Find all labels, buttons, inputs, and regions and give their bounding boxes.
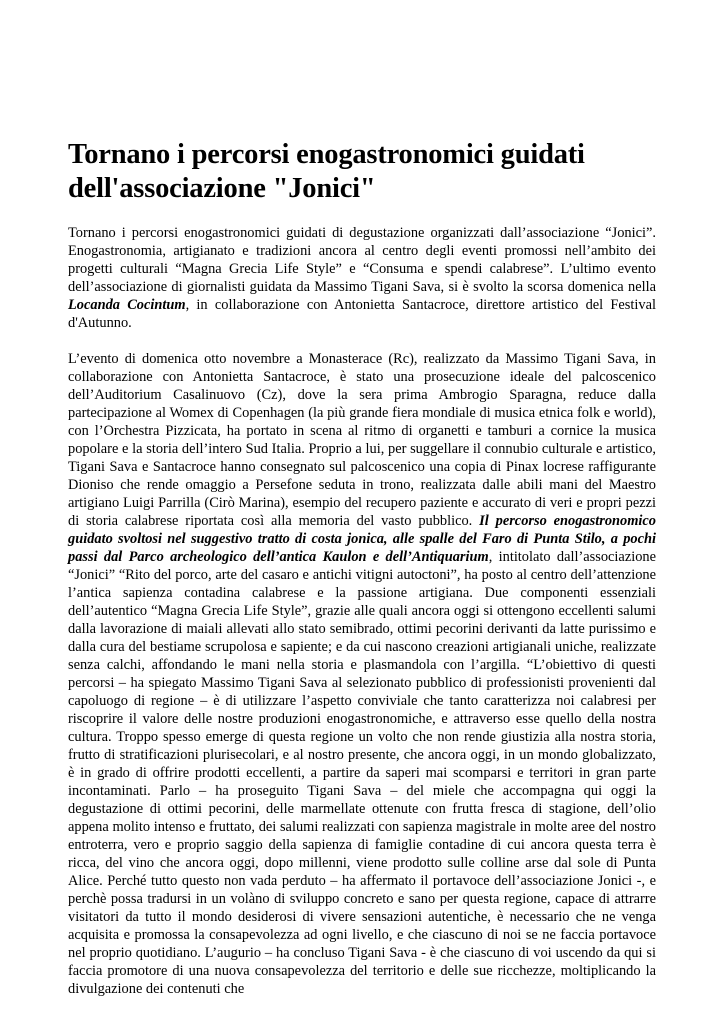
paragraph-body xyxy=(68,350,656,998)
article-title: Tornano i percorsi enogastronomici guidati dell'associazione "Jonici" xyxy=(68,139,585,204)
body-text-start: L’evento di domenica otto novembre a Monasterace (Rc), realizzato da Massimo Tigani Sava, in collaborazione con Antonietta Santacroce, è stato una prosecuzione ideale del palcoscenico dell’Auditorium Casalinuovo (Cz), dove la sera prima Ambrogio Sparagna, reduce dalla partecipazione al Womex di Copenhagen (la più grande fiera mondiale di musica etnica folk e world), con l’Orchestra Pizzicata, ha portato in scena al ritmo di organetti e tamburi a cornice la musica popolare e la storia dell’intero Sud Italia. Proprio a lui, per suggellare il connubio culturale e artistico, Tigani Sava e Santacroce hanno consegnato sul palcoscenico una copia di Pinax locrese raffigurante Dioniso che rende omaggio a Persefone seduta in trono, realizzata dalle abili mani del Maestro artigiano Luigi Parrilla (Cirò Marina), esempio del recupero paziente e accurato di veri e propri pezzi di storia calabrese riportata così alla memoria del vasto pubblico. xyxy=(68,351,656,529)
intro-text-start: Tornano i percorsi enogastronomici guidati di degustazione organizzati dall’associazione “Jonici”. Enogastronomia, artigianato e tradizioni ancora al centro degli eventi promossi nell’ambito dei progetti culturali “Magna Grecia Life Style” e “Consuma e spendi calabrese”. L’ultimo evento dell’associazione di giornalisti guidata da Massimo Tigani Sava, si è svolto la scorsa domenica nella xyxy=(68,225,656,295)
document-page xyxy=(68,138,656,1016)
body-text-end: , intitolato dall’associazione “Jonici” “Rito del porco, arte del casaro e antichi vitigni autoctoni”, ha posto al centro dell’attenzione l’antica sapienza contadina calabrese e la passione artigiana. Due componenti essenziali dell’autentico “Magna Grecia Life Style”, grazie alle quali ancora oggi si ottengono eccellenti salumi dalla lavorazione di maiali allevati allo stato semibrado, ottimi pecorini derivanti da latte purissimo e dalla cura del bestiame scrupolosa e sapiente; e da cui nascono creazioni artigianali uniche, realizzate senza calchi, affondando le mani nella storia e plasmandola con l’argilla. “L’obiettivo di questi percorsi – ha spiegato Massimo Tigani Sava al selezionato pubblico di professionisti provenienti dal capoluogo di regione – è di utilizzare l’aspetto conviviale che tanto caratterizza noi calabresi per riscoprire il valore delle nostre produzioni enogastronomiche, e attraverso esse quello della nostra cultura. Troppo spesso emerge di questa regione un volto che non rende giustizia alla nostra storia, frutto di stratificazioni plurisecolari, e al nostro presente, che ancora oggi, in un mondo globalizzato, è in grado di offrire prodotti eccellenti, a partire da saperi mai scomparsi e territori in gran parte incontaminati. Parlo – ha proseguito Tigani Sava – del miele che accompagna qui oggi la degustazione di ottimi pecorini, delle marmellate ottenute con frutta fresca di stagione, dell’olio appena molito intenso e fruttato, dei salumi realizzati con sapienza magistrale in molte aree del nostro entroterra, vero e proprio saggio della sapienza di famiglie contadine di cui ancora questa terra è ricca, del vino che ancora oggi, dopo millenni, viene prodotto sulle colline arse dal sole di Punta Alice. Perché tutto questo non vada perduto – ha affermato il portavoce dell’associazione Jonici -, e perchè possa tradursi in un volàno di sviluppo concreto e sano per questa regione, capace di attrarre visitatori da tutto il mondo desiderosi di vivere sensazioni autentiche, è necessario che ne venga acquisita e promossa la consapevolezza ad ogni livello, e che ciascuno di noi se ne faccia portavoce nel proprio quotidiano. L’augurio – ha concluso Tigani Sava - è che ciascuno di voi uscendo da qui si faccia promotore di una nuova consapevolezza del territorio e delle sue ricchezze, moltiplicando la divulgazione dei contenuti che xyxy=(68,549,656,997)
venue-name: Locanda Cocintum xyxy=(68,297,186,313)
body-emphasis: Il percorso enogastronomico guidato svoltosi nel suggestivo tratto di costa jonica, alle spalle del Faro di Punta Stilo, a pochi passi dal Parco archeologico dell’antica Kaulon e dell’Antiquarium xyxy=(68,513,656,565)
paragraph-intro xyxy=(68,224,656,332)
intro-text-end: , in collaborazione con Antonietta Santacroce, direttore artistico del Festival d'Autunno. xyxy=(68,297,656,331)
